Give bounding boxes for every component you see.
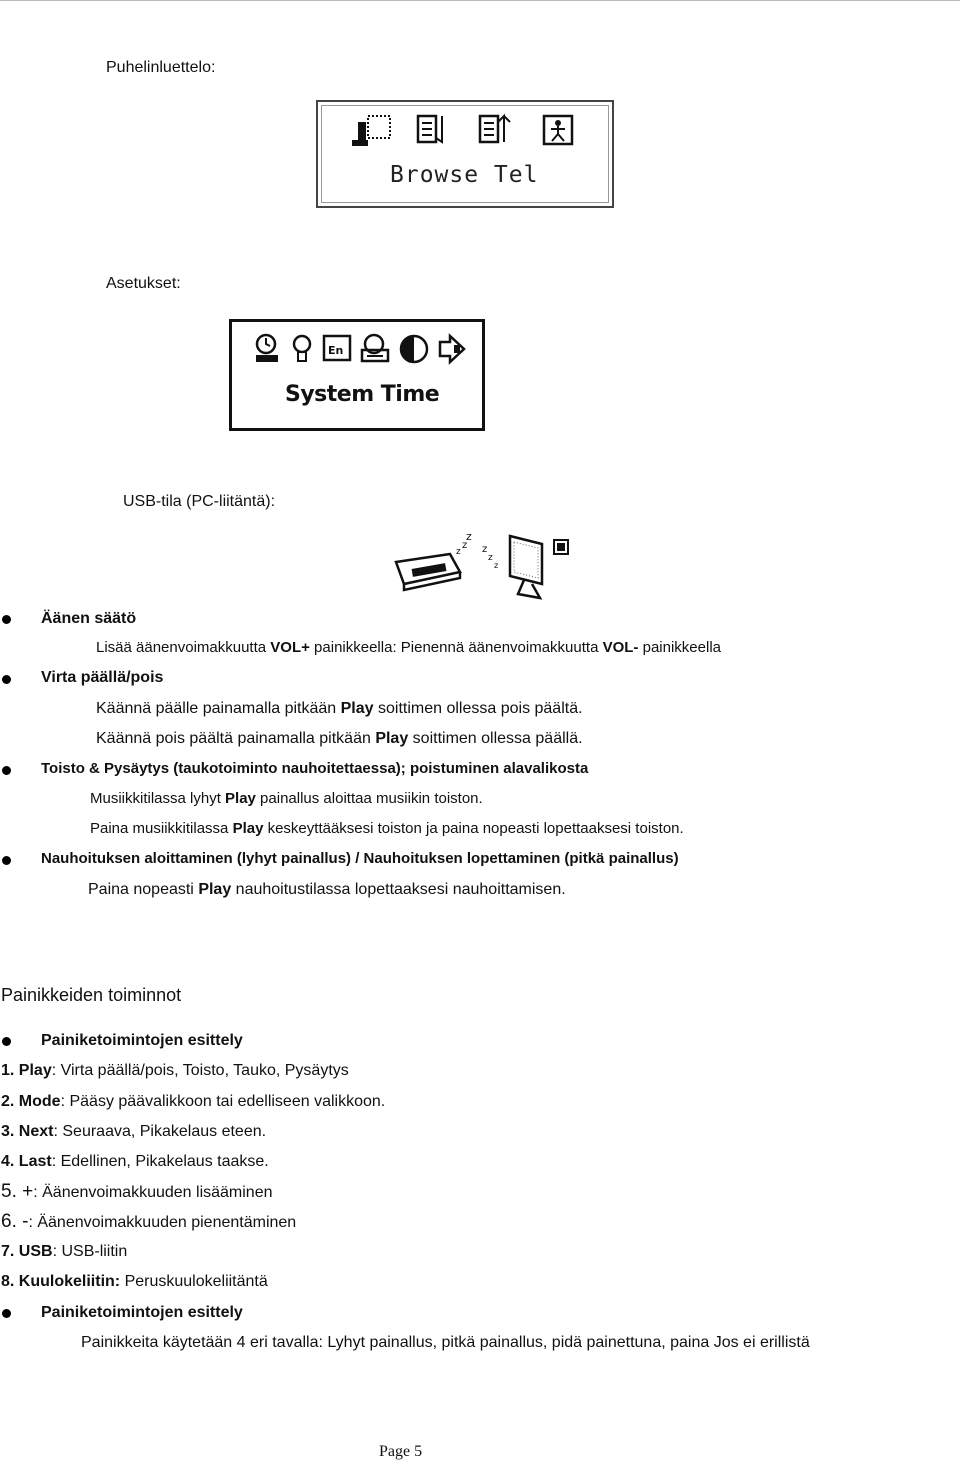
bullet (2, 675, 11, 684)
contact-icon (544, 116, 572, 144)
button-item: 4. Last: Edellinen, Pikakelaus taakse. (1, 1153, 269, 1170)
svg-text:z: z (482, 544, 488, 555)
bullet (2, 856, 11, 865)
button-item: 6. -: Äänenvoimakkuuden pienentäminen (1, 1211, 297, 1232)
button-item: 2. Mode: Pääsy päävalikkoon tai edelliseen valikkoon. (1, 1093, 386, 1110)
settings-screen (229, 319, 485, 431)
power-line-1: Käännä päälle painamalla pitkään Play soittimen ollessa pois päältä. (96, 700, 583, 717)
svg-text:z: z (466, 532, 472, 543)
bullet (2, 615, 11, 624)
sleep-z-icon (456, 532, 498, 570)
phonebook-icon (352, 116, 390, 146)
bullet (2, 1309, 11, 1318)
button-item: 7. USB: USB-liitin (1, 1243, 128, 1260)
phonebook-label: Puhelinluettelo: (106, 59, 216, 76)
lightbulb-icon (294, 336, 310, 361)
button-item: 1. Play: Virta päällä/pois, Toisto, Tauko, Pysäytys (1, 1062, 349, 1079)
volume-line: Lisää äänenvoimakkuutta VOL+ painikkeella: Pienennä äänenvoimakkuutta VOL- painikkeella (96, 639, 721, 656)
top-rule (0, 0, 960, 1)
page-number: Page 5 (379, 1443, 423, 1460)
browse-list-icon (418, 116, 442, 142)
button-item: 3. Next: Seuraava, Pikakelaus eteen. (1, 1123, 267, 1140)
svg-text:z: z (462, 540, 468, 551)
power-title: Virta päällä/pois (41, 669, 164, 686)
edit-list-icon (480, 116, 510, 142)
buttons-bullet-2: Painiketoimintojen esittely (41, 1304, 243, 1321)
lcd-title-browse-tel: Browse Tel (390, 162, 539, 188)
settings-icon-row (232, 322, 482, 377)
svg-text:En: En (328, 344, 344, 357)
button-item: 8. Kuulokeliitin: Peruskuulokeliitäntä (1, 1273, 268, 1290)
contrast-icon (401, 336, 427, 362)
playback-title: Toisto & Pysäytys (taukotoiminto nauhoitettaessa); poistuminen alavalikosta (41, 760, 589, 777)
recording-title: Nauhoituksen aloittaminen (lyhyt painallus) / Nauhoituksen lopettaminen (pitkä painallus) (41, 850, 679, 867)
power-line-2: Käännä pois päältä painamalla pitkään Play soittimen ollessa päällä. (96, 730, 583, 747)
playback-line-1: Musiikkitilassa lyhyt Play painallus aloittaa musiikin toiston. (90, 790, 483, 807)
usb-illustration (390, 532, 590, 604)
playback-line-2: Paina musiikkitilassa Play keskeyttääksesi toiston ja paina nopeasti lopettaaksesi toiston. (90, 820, 684, 837)
recording-line-1: Paina nopeasti Play nauhoitustilassa lopettaaksesi nauhoittamisen. (88, 881, 566, 898)
usb-label: USB-tila (PC-liitäntä): (123, 493, 276, 510)
phonebook-icon-row (318, 102, 612, 162)
buttons-bullet-1: Painiketoimintojen esittely (41, 1032, 243, 1049)
svg-text:z: z (494, 561, 499, 570)
bullet (2, 766, 11, 775)
memory-icon (362, 335, 388, 361)
lcd-title-system-time: System Time (285, 382, 440, 407)
svg-text:z: z (488, 553, 493, 563)
button-item: 5. +: Äänenvoimakkuuden lisääminen (1, 1181, 273, 1202)
computer-monitor-icon (510, 536, 568, 598)
buttons-heading: Painikkeiden toiminnot (1, 985, 182, 1005)
bullet (2, 1037, 11, 1046)
language-icon (324, 336, 350, 360)
power-icon (440, 336, 464, 362)
clock-icon (256, 335, 278, 362)
svg-text:z: z (456, 547, 461, 557)
settings-label: Asetukset: (106, 275, 181, 292)
buttons-description: Painikkeita käytetään 4 eri tavalla: Lyhyt painallus, pitkä painallus, pidä painettuna, paina Jos ei erillistä (81, 1334, 810, 1351)
usb-player-icon (396, 554, 460, 590)
volume-title: Äänen säätö (41, 610, 137, 627)
phonebook-screen (316, 100, 614, 208)
